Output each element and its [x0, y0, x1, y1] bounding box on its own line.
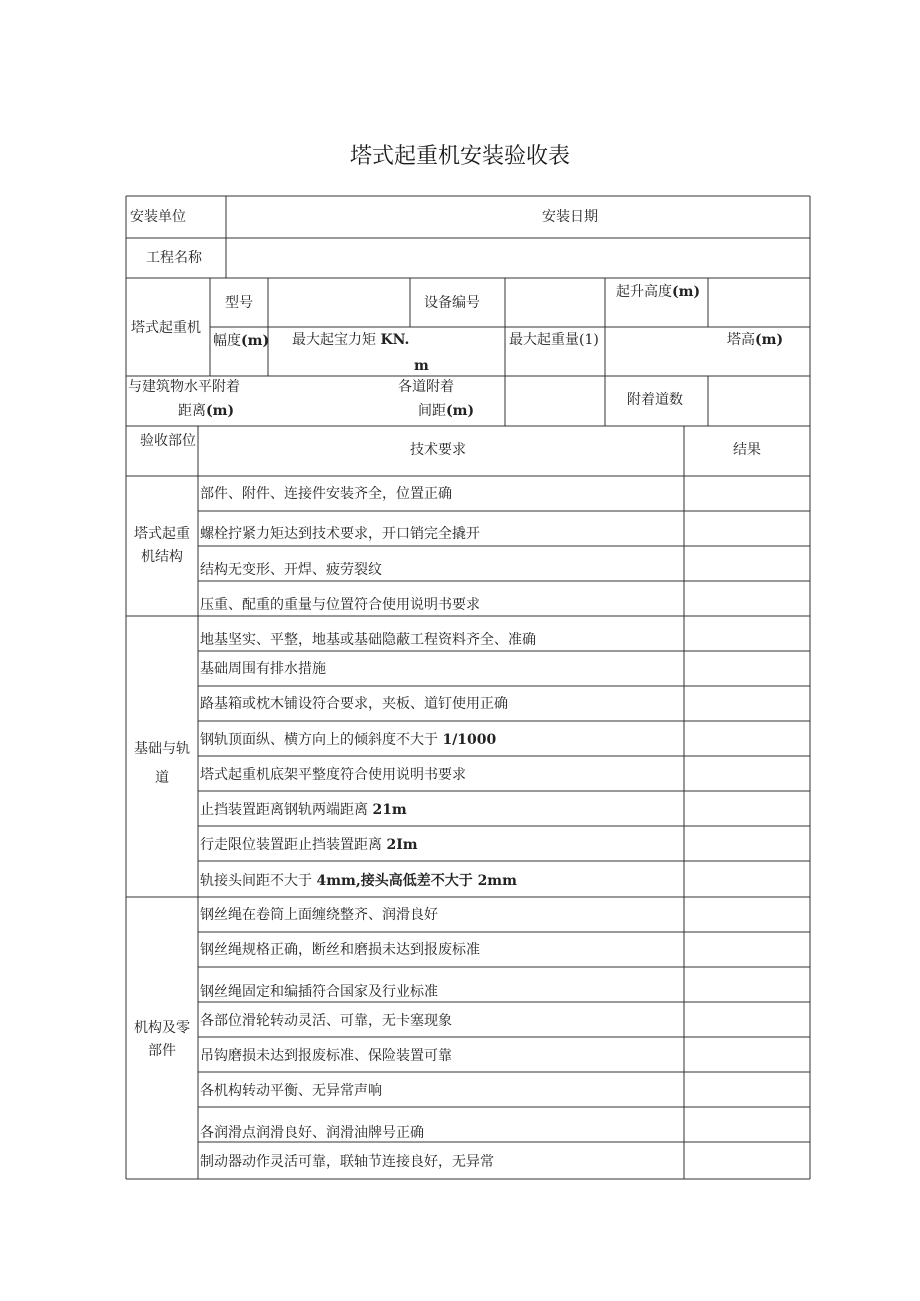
checklist-item: 基础周围有排水措施 [200, 661, 326, 677]
checklist-item: 路基箱或枕木铺设符合要求，夹板、道钉使用正确 [200, 696, 508, 712]
checklist-item: 止挡装置距离钢轨两端距离 21m [200, 802, 407, 818]
checklist-item: 钢轨顶面纵、横方向上的倾斜度不大于 1/1000 [200, 732, 497, 748]
checklist-item: 轨接头间距不大于 4mm,接头高低差不大于 2mm [200, 873, 517, 889]
checklist-item: 各机构转动平衡、无异常声响 [200, 1083, 382, 1099]
section-name: 基础与轨道 [134, 741, 190, 786]
install-date-label: 安装日期 [542, 209, 598, 225]
attach-spacing-label-2: 间距(m) [418, 403, 475, 419]
attach-count-label: 附着道数 [627, 392, 683, 408]
page-title: 塔式起重机安装验收表 [349, 144, 570, 169]
checklist-item: 钢丝绳在卷筒上面缠绕整齐、润滑良好 [200, 907, 438, 923]
checklist-item: 吊钩磨损未达到报废标准、保险装置可靠 [200, 1048, 452, 1064]
checklist-item: 地基坚实、平整，地基或基础隐蔽工程资料齐全、准确 [200, 632, 536, 648]
checklist-item: 塔式起重机底架平整度符合使用说明书要求 [200, 767, 466, 783]
checklist-item: 钢丝绳固定和编插符合国家及行业标准 [200, 984, 438, 1000]
section-name: 机构及零部件 [134, 1020, 190, 1059]
lift-height-label: 起升高度(m) [616, 284, 701, 300]
max-moment-label: 最大起宝力矩 KN. [292, 332, 410, 348]
equipment-no-label: 设备编号 [424, 295, 480, 311]
checklist-item: 部件、附件、连接件安装齐全，位置正确 [200, 486, 452, 502]
max-moment-unit: m [414, 358, 429, 374]
max-load-label: 最大起重量(1) [509, 332, 599, 348]
section-name: 塔式起重机结构 [134, 526, 190, 565]
tower-height-label: 塔高(m) [727, 332, 784, 348]
amplitude-label: 幅度(m) [213, 333, 270, 349]
checklist-item: 钢丝绳规格正确，断丝和磨损未达到报废标准 [200, 942, 480, 958]
install-unit-label: 安装单位 [130, 209, 186, 225]
checklist-item: 行走限位装置距止挡装置距离 2Im [200, 837, 418, 853]
checklist-item: 压重、配重的重量与位置符合使用说明书要求 [200, 597, 480, 613]
crane-label: 塔式起重机 [131, 320, 201, 336]
attach-distance-label-2: 距离(m) [178, 403, 235, 419]
attach-spacing-label: 各道附着 [398, 379, 454, 395]
attach-distance-label: 与建筑物水平附着 [128, 379, 240, 395]
checklist-item: 螺栓拧紧力矩达到技术要求，开口销完全撬开 [200, 526, 480, 542]
col-requirement-header: 技术要求 [410, 442, 466, 458]
checklist-item: 制动器动作灵活可靠，联轴节连接良好，无异常 [200, 1154, 494, 1170]
col-part-header: 验收部位 [140, 433, 196, 449]
col-result-header: 结果 [733, 442, 761, 458]
checklist-item: 各部位滑轮转动灵活、可靠，无卡塞现象 [200, 1013, 452, 1029]
checklist-item: 结构无变形、开焊、疲劳裂纹 [200, 562, 382, 578]
project-name-label: 工程名称 [146, 250, 202, 266]
checklist-item: 各润滑点润滑良好、润滑油牌号正确 [200, 1125, 424, 1141]
model-label: 型号 [225, 295, 253, 311]
